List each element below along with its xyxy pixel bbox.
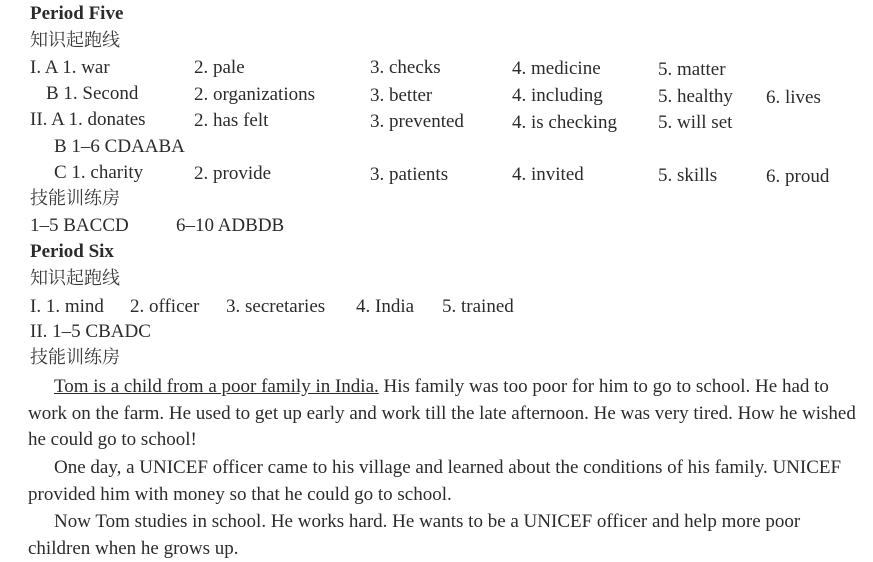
- answer-cell: 6–10 ADBDB: [176, 215, 285, 236]
- answer-cell: 1–5 BACCD: [30, 215, 129, 236]
- answer-cell: I. A 1. war: [30, 57, 110, 78]
- answer-cell: B 1. Second: [46, 83, 139, 104]
- answer-cell: 3. better: [370, 85, 433, 106]
- essay-paragraph-1-rest: His family was too poor for him to go to school. He had to work on the farm. He used to get up early and work till the late afternoon. He was very tired. How he wished he could go to school!: [28, 376, 856, 450]
- section-skills-heading: 技能训练房: [30, 188, 120, 209]
- answer-cell: 5. will set: [658, 112, 733, 133]
- answer-cell: 2. organizations: [194, 84, 316, 105]
- section-knowledge-heading: 知识起跑线: [30, 268, 120, 289]
- answer-cell: 4. including: [512, 85, 603, 106]
- answer-cell: 4. invited: [512, 164, 584, 185]
- answer-cell: 3. prevented: [370, 111, 464, 132]
- answer-cell: 3. checks: [370, 57, 441, 78]
- answer-cell: 5. matter: [658, 59, 726, 80]
- answer-cell: 2. officer: [130, 296, 200, 317]
- answer-cell: 3. secretaries: [226, 296, 326, 317]
- period-six-title: Period Six: [30, 241, 114, 262]
- section-skills-heading: 技能训练房: [30, 347, 120, 368]
- answer-cell: 4. medicine: [512, 58, 601, 79]
- answer-cell: 2. pale: [194, 57, 245, 78]
- answer-row-ii: II. 1–5 CBADC: [30, 321, 151, 342]
- answer-cell: 6. lives: [766, 87, 821, 108]
- answer-cell: 6. proud: [766, 166, 830, 187]
- answer-cell: 4. is checking: [512, 112, 618, 133]
- answer-row-ii-b: B 1–6 CDAABA: [54, 136, 185, 157]
- answer-cell: 4. India: [356, 296, 415, 317]
- answer-cell: C 1. charity: [54, 162, 144, 183]
- answer-cell: 3. patients: [370, 164, 449, 185]
- section-knowledge-heading: 知识起跑线: [30, 30, 120, 51]
- essay-paragraph-2: One day, a UNICEF officer came to his village and learned about the conditions of his family. UNICEF provided him with money so that he could go to school.: [28, 457, 842, 505]
- answer-cell: 2. provide: [194, 163, 272, 184]
- essay-topic-sentence: Tom is a child from a poor family in India.: [54, 376, 379, 397]
- answer-cell: 5. trained: [442, 296, 514, 317]
- essay-paragraph-1: [28, 374, 858, 454]
- answer-cell: 5. skills: [658, 165, 718, 186]
- answer-cell: 5. healthy: [658, 86, 733, 107]
- answer-cell: I. 1. mind: [30, 296, 104, 317]
- answer-cell: 2. has felt: [194, 110, 269, 131]
- essay-paragraph-3: Now Tom studies in school. He works hard. He wants to be a UNICEF officer and help more poor children when he grows up.: [28, 511, 801, 559]
- period-five-title: Period Five: [30, 3, 124, 24]
- answer-cell: II. A 1. donates: [30, 109, 146, 130]
